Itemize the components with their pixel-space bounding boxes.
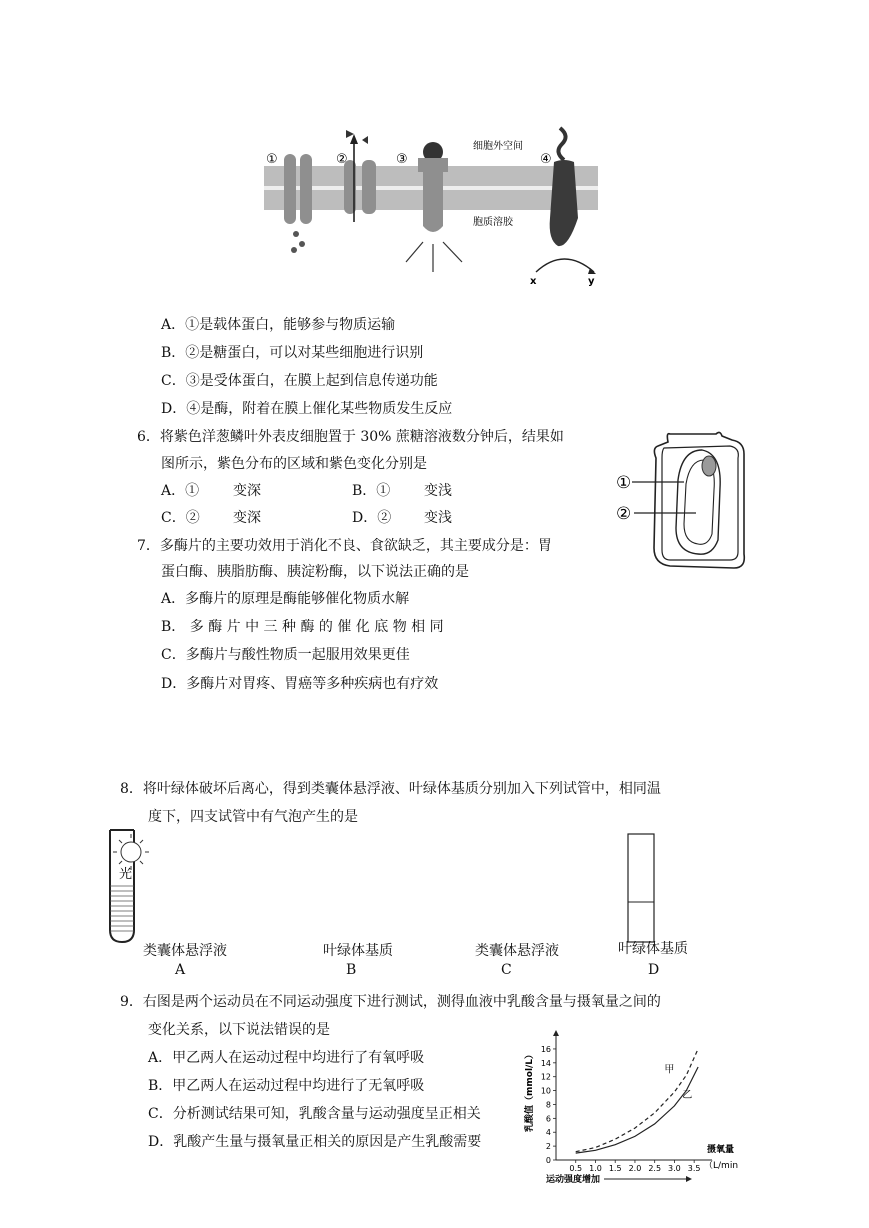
q9-option-a: A．甲乙两人在运动过程中均进行了有氧呼吸 <box>148 1050 425 1066</box>
q9-option-c: C．分析测试结果可知，乳酸含量与运动强度呈正相关 <box>148 1106 481 1122</box>
q6-option-b-letter: B．① <box>352 483 391 499</box>
series-line-jia <box>576 1049 698 1152</box>
q6-stem-line2: 图所示，紫色分布的区域和紫色变化分别是 <box>161 456 427 472</box>
marker-2: ② <box>336 152 348 167</box>
q6-option-a-text: 变深 <box>233 483 261 499</box>
q6-option-d-letter: D．② <box>352 510 392 526</box>
series-label: 乙 <box>682 1090 693 1102</box>
y-tick-label: 4 <box>545 1128 551 1138</box>
q6-option-a-letter: A．① <box>161 483 200 499</box>
chart-lines <box>576 1049 698 1153</box>
cell-label-1: ① <box>616 473 632 493</box>
y-tick-label: 6 <box>545 1114 551 1124</box>
lactate-chart <box>514 1028 754 1190</box>
x-tick-label: 1.5 <box>608 1164 622 1173</box>
q8-stem-line2: 度下，四支试管中有气泡产生的是 <box>148 809 358 825</box>
tube-b-letter: B <box>346 962 357 978</box>
tube-a-letter: A <box>175 962 186 978</box>
y-label: y <box>588 276 595 287</box>
q7-stem-line1: 7．多酶片的主要功效用于消化不良、食欲缺乏，其主要成分是：胃 <box>137 538 552 554</box>
y-axis-arrow <box>553 1030 559 1036</box>
y-tick-label: 0 <box>545 1156 551 1165</box>
q8-stem-line1: 8．将叶绿体破坏后离心，得到类囊体悬浮液、叶绿体基质分别加入下列试管中，相同温 <box>120 781 661 797</box>
outside-label: 细胞外空间 <box>473 141 523 152</box>
test-tube-d <box>624 832 658 944</box>
chart-xlabel-line2: （L/min <box>704 1161 739 1171</box>
light-label: 光 <box>119 867 133 882</box>
chart-xlabel-line1: 摄氧量 <box>707 1145 735 1155</box>
tube-d-label: 叶绿体基质 <box>618 941 688 957</box>
y-tick-label: 16 <box>540 1044 551 1054</box>
q9-stem-line2: 变化关系，以下说法错误的是 <box>148 1022 330 1038</box>
x-label: x <box>530 276 537 287</box>
tube-a-label: 类囊体悬浮液 <box>143 943 227 959</box>
chart-bottom-label: 运动强度增加 <box>546 1175 601 1185</box>
series-label: 甲 <box>664 1064 675 1076</box>
y-tick-label: 12 <box>540 1072 551 1082</box>
y-tick-label: 2 <box>545 1142 551 1152</box>
y-tick-label: 8 <box>545 1100 551 1110</box>
plasmolysis-cell-figure <box>612 428 762 574</box>
inside-label: 胞质溶胶 <box>473 217 513 228</box>
y-tick-label: 10 <box>540 1086 551 1096</box>
x-tick-label: 2.5 <box>648 1164 662 1173</box>
q6-option-d-text: 变浅 <box>424 510 452 526</box>
marker-3: ③ <box>396 152 408 167</box>
tube-c-label: 类囊体悬浮液 <box>475 943 559 959</box>
q6-option-c-text: 变深 <box>233 510 261 526</box>
q9-stem-line1: 9．右图是两个运动员在不同运动强度下进行测试，测得血液中乳酸含量与摄氧量之间的 <box>120 994 661 1010</box>
q7-stem-line2: 蛋白酶、胰脂肪酶、胰淀粉酶，以下说法正确的是 <box>161 564 469 580</box>
marker-4: ④ <box>540 152 552 167</box>
q9-option-b: B．甲乙两人在运动过程中均进行了无氧呼吸 <box>148 1078 425 1094</box>
membrane-figure <box>258 122 608 292</box>
x-tick-label: 2.0 <box>628 1164 642 1173</box>
x-tick-label: 3.5 <box>687 1164 701 1173</box>
q6-option-c-letter: C．② <box>161 510 200 526</box>
q6-option-b-text: 变浅 <box>424 483 452 499</box>
x-tick-label: 0.5 <box>569 1164 583 1173</box>
q5-option-c: C．③是受体蛋白，在膜上起到信息传递功能 <box>161 373 438 389</box>
q5-option-b: B．②是糖蛋白，可以对某些细胞进行识别 <box>161 345 424 361</box>
q7-option-b: B． 多 酶 片 中 三 种 酶 的 催 化 底 物 相 同 <box>161 619 444 635</box>
tube-b-label: 叶绿体基质 <box>323 943 393 959</box>
q7-option-d: D．多酶片对胃疼、胃癌等多种疾病也有疗效 <box>161 676 439 692</box>
cell-label-2: ② <box>616 504 632 524</box>
q7-option-a: A．多酶片的原理是酶能够催化物质水解 <box>161 591 410 607</box>
marker-1: ① <box>266 152 278 167</box>
chart-ylabel: 乳酸值（mmol/L） <box>525 1049 535 1132</box>
chart-ticks <box>541 1045 701 1173</box>
series-line-yi <box>576 1067 698 1153</box>
test-tube-a <box>105 826 165 946</box>
y-tick-label: 14 <box>540 1058 551 1068</box>
x-tick-label: 3.0 <box>668 1164 681 1173</box>
tube-c-letter: C <box>501 962 512 978</box>
tube-d-letter: D <box>648 962 660 978</box>
q9-option-d: D．乳酸产生量与摄氧量正相关的原因是产生乳酸需要 <box>148 1134 482 1150</box>
q6-stem-line1: 6．将紫色洋葱鳞叶外表皮细胞置于 30% 蔗糖溶液数分钟后，结果如 <box>137 429 564 445</box>
q7-option-c: C．多酶片与酸性物质一起服用效果更佳 <box>161 647 410 663</box>
x-tick-label: 1.0 <box>589 1164 602 1173</box>
q5-option-d: D．④是酶，附着在膜上催化某些物质发生反应 <box>161 401 453 417</box>
q5-option-a: A．①是载体蛋白，能够参与物质运输 <box>161 317 396 333</box>
